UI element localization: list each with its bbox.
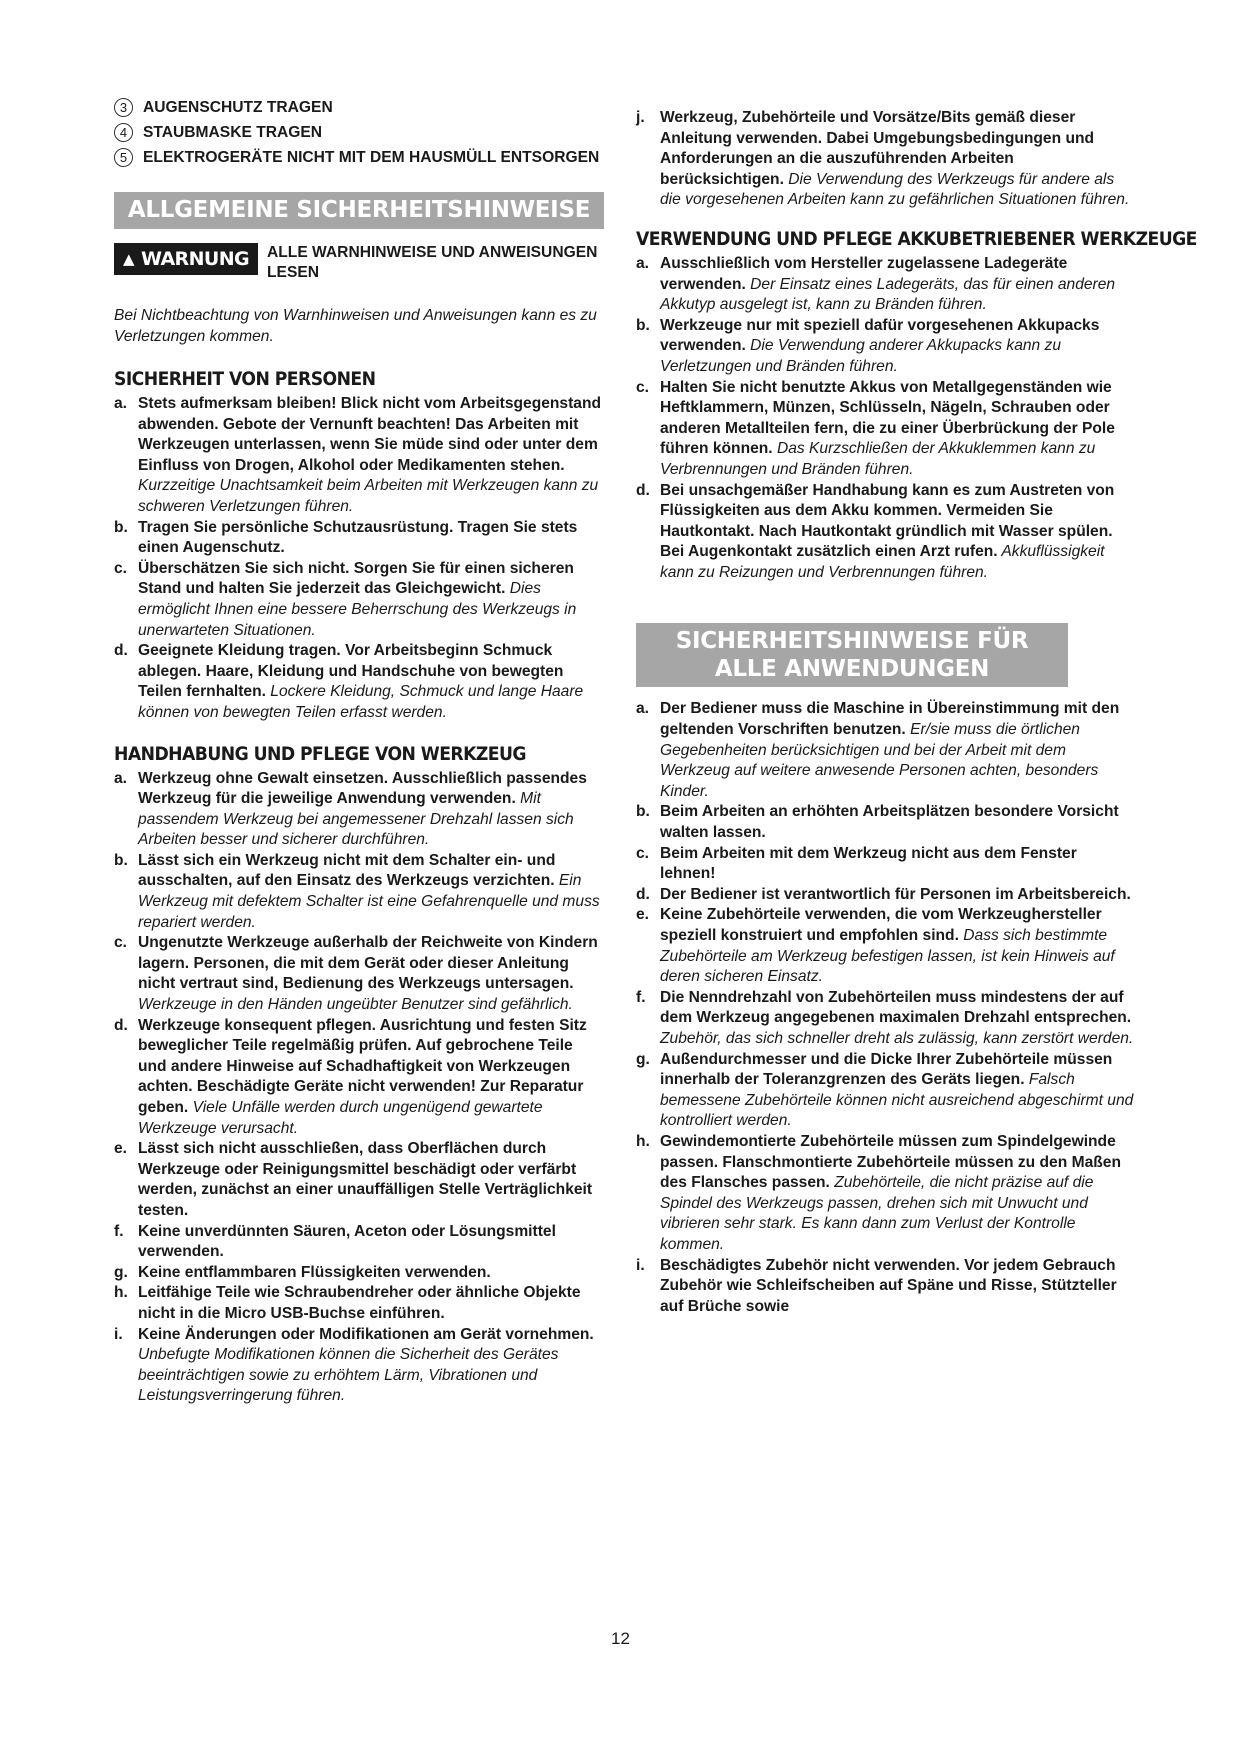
pictogram-number-icon: 4: [114, 123, 133, 142]
item-label: f.: [114, 1222, 124, 1240]
item-text: [660, 699, 1136, 802]
item-bold-text: Überschätzen Sie sich nicht. Sorgen Sie für einen sicheren Stand und halten Sie jederzeit das Gleichgewicht.: [138, 559, 574, 598]
item-text: [138, 559, 604, 641]
pictogram-text: STAUBMASKE TRAGEN: [143, 124, 323, 141]
item-bold-text: Keine Änderungen oder Modifikationen am Gerät vornehmen.: [138, 1325, 594, 1343]
all-applications-banner-line2: ALLE ANWENDUNGEN: [714, 656, 990, 683]
item-italic-text: Zubehörteile, die nicht präzise auf die Spindel des Werkzeugs passen, drehen sich mit Unwucht und vibrieren sehr stark. Es kann dann zum Verlust der Kontrolle kommen.: [660, 1174, 1094, 1253]
item-label: b.: [114, 518, 128, 536]
item-italic-text: Dies ermöglicht Ihnen eine bessere Beherrschung des Werkzeugs in unerwarteten Situationen.: [138, 580, 577, 639]
list-item: [114, 933, 604, 1015]
list-item: [636, 481, 1136, 584]
item-bold-text: Leitfähige Teile wie Schraubendreher oder ähnliche Objekte nicht in die Micro USB-Buchse einführen.: [138, 1284, 581, 1322]
item-bold-text: Keine entflammbaren Flüssigkeiten verwenden.: [138, 1263, 491, 1281]
section-items: [114, 769, 604, 1407]
left-column: [114, 98, 604, 1407]
list-item: [114, 1325, 604, 1407]
item-bold-text: Der Bediener ist verantwortlich für Personen im Arbeitsbereich.: [660, 885, 1131, 903]
item-text: [138, 1325, 604, 1407]
item-bold-text: Ungenutzte Werkzeuge außerhalb der Reichweite von Kindern lagern. Personen, die mit dem Gerät oder dieser Anleitung nicht vertraut sind, Bedienung des Werkzeugs untersagen.: [138, 934, 598, 993]
item-text: [138, 641, 604, 723]
general-safety-banner: ALLGEMEINE SICHERHEITSHINWEISE: [114, 192, 604, 229]
item-label: c.: [636, 378, 650, 396]
warning-row: [114, 243, 604, 283]
list-item: [636, 254, 1136, 316]
item-bold-text: Halten Sie nicht benutzte Akkus von Metallgegenständen wie Heftklammern, Münzen, Schlüsseln, Nägeln, Schrauben oder anderen Metallteilen fern, die zu einer Überbrückung der Pole führen können.: [660, 378, 1115, 458]
item-label: a.: [114, 769, 128, 787]
item-label: f.: [636, 988, 646, 1006]
item-text: [138, 1283, 604, 1324]
list-item: [114, 1263, 604, 1284]
right-top-items: [636, 108, 1136, 211]
battery-items: [636, 254, 1136, 584]
item-label: c.: [636, 844, 650, 862]
item-italic-text: Er/sie muss die örtlichen Gegebenheiten berücksichtigen und bei der Arbeit mit dem Werkzeug auf weitere anwesende Personen achten, besonders Kinder.: [660, 721, 1099, 800]
item-italic-text: Lockere Kleidung, Schmuck und lange Haare können von bewegten Teilen erfasst werden.: [138, 683, 584, 721]
item-italic-text: Unbefugte Modifikationen können die Sicherheit des Gerätes beeinträchtigen sowie zu erhöhtem Lärm, Vibrationen und Leistungsverringerung führen.: [138, 1346, 559, 1405]
pictogram-item: [114, 148, 604, 168]
item-text: [660, 108, 1136, 211]
item-label: d.: [636, 481, 650, 499]
item-label: a.: [636, 254, 650, 272]
item-bold-text: Keine unverdünnten Säuren, Aceton oder Lösungsmittel verwenden.: [138, 1222, 556, 1261]
item-italic-text: Werkzeuge in den Händen ungeübter Benutzer sind gefährlich.: [138, 996, 573, 1014]
item-bold-text: Lässt sich nicht ausschließen, dass Oberflächen durch Werkzeuge oder Reinigungsmittel beschädigt oder verfärbt werden, zunächst an einer unauffälligen Stelle Verträglichkeit testen.: [138, 1140, 593, 1219]
page-number: 12: [611, 1629, 630, 1648]
list-item: [636, 1256, 1136, 1318]
item-label: g.: [114, 1263, 128, 1281]
item-italic-text: Der Einsatz eines Ladegeräts, das für einen anderen Akkutyp ausgelegt ist, kann zu Bränden führen.: [660, 275, 1116, 314]
item-bold-text: Der Bediener muss die Maschine in Übereinstimmung mit den geltenden Vorschriften benutzen.: [660, 700, 1120, 739]
item-label: a.: [636, 700, 650, 718]
item-bold-text: Ausschließlich vom Hersteller zugelassene Ladegeräte verwenden.: [660, 254, 1068, 293]
item-label: e.: [636, 906, 650, 924]
item-italic-text: Kurzzeitige Unachtsamkeit beim Arbeiten mit Werkzeugen kann zu schweren Verletzungen führen.: [138, 477, 599, 515]
item-bold-text: Werkzeug ohne Gewalt einsetzen. Ausschließlich passendes Werkzeug für die jeweilige Anwendung verwenden.: [138, 769, 587, 808]
list-item: [114, 1283, 604, 1324]
item-text: [138, 1016, 604, 1140]
right-column: [636, 108, 1197, 1317]
item-bold-text: Lässt sich ein Werkzeug nicht mit dem Schalter ein- und ausschalten, auf den Einsatz des Werkzeugs verzichten.: [138, 851, 556, 890]
section-heading: SICHERHEIT VON PERSONEN: [114, 369, 376, 390]
item-bold-text: Stets aufmerksam bleiben! Blick nicht vom Arbeitsgegenstand abwenden. Gebote der Vernunft beachten! Das Arbeiten mit Werkzeugen unterlassen, wenn Sie müde sind oder unter dem Einfluss von Drogen, Alkohol oder Medikamenten stehen.: [138, 395, 602, 474]
item-label: h.: [114, 1284, 128, 1302]
item-italic-text: Ein Werkzeug mit defektem Schalter ist eine Gefahrenquelle und muss repariert werden.: [138, 872, 600, 931]
item-text: [660, 844, 1136, 885]
item-bold-text: Beim Arbeiten an erhöhten Arbeitsplätzen besondere Vorsicht walten lassen.: [660, 803, 1119, 842]
item-text: [660, 254, 1136, 316]
list-item: [114, 1139, 604, 1221]
item-label: h.: [636, 1132, 650, 1150]
list-item: [114, 518, 604, 559]
pictogram-number-icon: 5: [114, 148, 133, 167]
list-item: [636, 844, 1136, 885]
item-bold-text: Gewindemontierte Zubehörteile müssen zum Spindelgewinde passen. Flanschmontierte Zubehörteile müssen zu den Maßen des Flansches passen.: [660, 1132, 1121, 1192]
left-sections: [114, 369, 604, 1407]
item-label: b.: [636, 803, 650, 821]
pictogram-item: [114, 98, 604, 118]
pictogram-number-icon: 3: [114, 98, 133, 117]
list-item: [114, 1222, 604, 1263]
pictogram-item: [114, 123, 604, 143]
list-item: [114, 559, 604, 641]
warning-badge: [114, 243, 258, 275]
item-text: [660, 481, 1136, 584]
list-item: [636, 1132, 1136, 1256]
item-label: i.: [636, 1256, 645, 1274]
all-applications-items: [636, 699, 1136, 1317]
item-italic-text: Mit passendem Werkzeug bei angemessener Drehzahl lassen sich Arbeiten besser und sicherer durchführen.: [138, 790, 574, 849]
item-text: [138, 1139, 604, 1221]
item-italic-text: Falsch bemessene Zubehörteile können nicht ausreichend abgeschirmt und kontrolliert werden.: [660, 1071, 1134, 1130]
item-label: b.: [114, 851, 128, 869]
item-text: [660, 316, 1136, 378]
battery-section-heading: VERWENDUNG UND PFLEGE AKKUBETRIEBENER WERKZEUGE: [636, 228, 1197, 250]
item-label: c.: [114, 559, 128, 577]
list-item: [114, 769, 604, 851]
item-label: d.: [636, 885, 650, 903]
list-item: [636, 699, 1136, 802]
list-item: [636, 1050, 1136, 1132]
list-item: [114, 1016, 604, 1140]
item-label: i.: [114, 1325, 123, 1343]
item-text: [138, 851, 604, 933]
pictogram-list: [114, 98, 604, 168]
item-bold-text: Werkzeug, Zubehörteile und Vorsätze/Bits gemäß dieser Anleitung verwenden. Dabei Umgebungsbedingungen und Anforderungen an die auszuführenden Arbeiten berücksichtigen.: [660, 109, 1095, 188]
item-text: [660, 1256, 1136, 1318]
item-text: [660, 802, 1136, 843]
item-bold-text: Werkzeuge konsequent pflegen. Ausrichtung und festen Sitz beweglicher Teile regelmäßig prüfen. Auf gebrochene Teile und andere Hinweise auf Schadhaftigkeit von Werkzeugen achten. Beschädigte Geräte nicht verwenden! Zur Reparatur geben.: [138, 1016, 587, 1116]
list-item: [636, 108, 1136, 211]
item-text: [138, 518, 604, 559]
item-bold-text: Geeignete Kleidung tragen. Vor Arbeitsbeginn Schmuck ablegen. Haare, Kleidung und Handschuhe von bewegten Teilen fernhalten.: [138, 642, 564, 701]
item-bold-text: Die Nenndrehzahl von Zubehörteilen muss mindestens der auf dem Werkzeug angegebenen maximalen Drehzahl entsprechen.: [660, 988, 1132, 1027]
pictogram-text: ELEKTROGERÄTE NICHT MIT DEM HAUSMÜLL ENTSORGEN: [143, 149, 600, 166]
item-bold-text: Tragen Sie persönliche Schutzausrüstung. Tragen Sie stets einen Augenschutz.: [138, 518, 578, 557]
list-item: [114, 641, 604, 723]
section-heading: HANDHABUNG UND PFLEGE VON WERKZEUG: [114, 743, 526, 765]
item-text: [660, 885, 1136, 906]
all-applications-banner-line1: SICHERHEITSHINWEISE FÜR: [675, 628, 1029, 655]
item-italic-text: Das Kurzschließen der Akkuklemmen kann zu Verbrennungen und Bränden führen.: [660, 440, 1096, 478]
list-item: [636, 988, 1136, 1050]
item-label: c.: [114, 934, 128, 952]
all-applications-banner: [636, 623, 1068, 687]
pictogram-text: AUGENSCHUTZ TRAGEN: [143, 99, 333, 116]
item-italic-text: Die Verwendung des Werkzeugs für andere als die vorgesehenen Arbeiten kann zu gefährlichen Situationen führen.: [660, 170, 1130, 209]
item-text: [660, 988, 1136, 1050]
item-text: [660, 1050, 1136, 1132]
item-italic-text: Zubehör, das sich schneller dreht als zulässig, kann zerstört werden.: [660, 1029, 1134, 1047]
item-bold-text: Keine Zubehörteile verwenden, die vom Werkzeughersteller speziell konstruiert und empfohlen sind.: [660, 906, 1102, 944]
item-text: [138, 394, 604, 518]
item-label: a.: [114, 395, 128, 412]
item-bold-text: Beschädigtes Zubehör nicht verwenden. Vor jedem Gebrauch Zubehör wie Schleifscheiben auf Späne und Risse, Stützteller auf Brüche sowie: [660, 1256, 1117, 1315]
list-item: [114, 851, 604, 933]
item-label: g.: [636, 1050, 650, 1068]
item-bold-text: Bei unsachgemäßer Handhabung kann es zum Austreten von Flüssigkeiten aus dem Akku kommen. Vermeiden Sie Hautkontakt. Nach Hautkontakt gründlich mit Wasser spülen. Bei Augenkontakt zusätzlich einen Arzt rufen.: [660, 481, 1115, 561]
warning-intro: Bei Nichtbeachtung von Warnhinweisen und Anweisungen kann es zu Verletzungen kommen.: [114, 307, 597, 345]
item-text: [660, 378, 1136, 481]
list-item: [636, 316, 1136, 378]
item-label: d.: [114, 1016, 128, 1034]
item-italic-text: Die Verwendung anderer Akkupacks kann zu Verletzungen und Bränden führen.: [660, 337, 1062, 375]
item-label: b.: [636, 316, 650, 334]
list-item: [636, 802, 1136, 843]
list-item: [636, 905, 1136, 987]
item-text: [138, 933, 604, 1015]
item-text: [138, 1222, 604, 1263]
item-bold-text: Werkzeuge nur mit speziell dafür vorgesehenen Akkupacks verwenden.: [660, 316, 1100, 355]
list-item: [114, 394, 604, 518]
item-bold-text: Beim Arbeiten mit dem Werkzeug nicht aus dem Fenster lehnen!: [660, 844, 1077, 883]
item-text: [138, 769, 604, 851]
item-italic-text: Dass sich bestimmte Zubehörteile am Werkzeug befestigen lassen, ist kein Hinweis auf deren sicheren Einsatz.: [660, 927, 1115, 986]
item-label: j.: [636, 109, 645, 126]
item-label: e.: [114, 1140, 128, 1158]
section-items: [114, 394, 604, 724]
item-text: [660, 1132, 1136, 1256]
item-text: [138, 1263, 604, 1284]
list-item: [636, 378, 1136, 481]
item-text: [660, 905, 1136, 987]
warning-triangle-icon: ▲: [123, 250, 134, 268]
warning-text: ALLE WARNHINWEISE UND ANWEISUNGEN LESEN: [267, 244, 598, 281]
list-item: [636, 885, 1136, 906]
item-italic-text: Viele Unfälle werden durch ungenügend gewartete Werkzeuge verursacht.: [138, 1099, 543, 1137]
item-bold-text: Außendurchmesser und die Dicke Ihrer Zubehörteile müssen innerhalb der Toleranzgrenzen des Geräts liegen.: [660, 1050, 1113, 1089]
item-label: d.: [114, 642, 128, 660]
warning-badge-label: WARNUNG: [140, 248, 250, 270]
item-italic-text: Akkuflüssigkeit kann zu Reizungen und Verbrennungen führen.: [660, 543, 1105, 581]
